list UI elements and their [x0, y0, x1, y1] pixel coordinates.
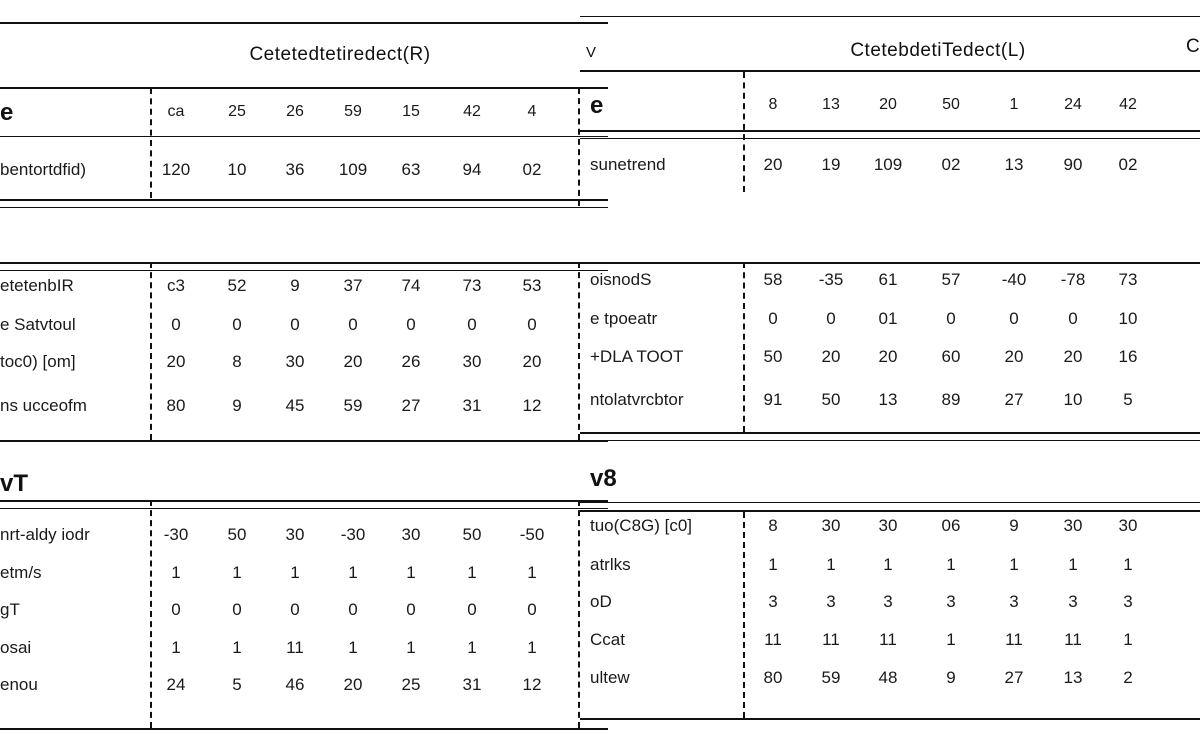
left_table-group3-cell: -30: [340, 525, 366, 544]
right_table-group3-cell: 30: [1118, 516, 1138, 535]
left_table-group3-cell: 1: [348, 638, 358, 657]
right_table-group3-cell: 30: [821, 516, 841, 535]
right_table-group3-label: ultew: [590, 668, 630, 687]
right_table-divider-1: [743, 262, 745, 432]
right_table-group2-cell: 16: [1118, 347, 1138, 366]
left_table-group3-cell: 1: [232, 563, 242, 582]
edge-mark-top-right: C: [1186, 36, 1200, 57]
left_table-group3-label: gT: [0, 600, 20, 619]
right_table-group3-cell: 30: [878, 516, 898, 535]
right_table-group2-cell: 57: [941, 270, 961, 289]
right_table-group3-cell: 3: [1068, 592, 1078, 611]
left_table-group2-cell: 30: [285, 352, 305, 371]
right_table-header-cell: 50: [942, 96, 960, 113]
right_table-rule-2: [580, 130, 1200, 132]
right_table-title: CtetebdetiTedect(L): [850, 40, 1026, 61]
left_table-group2-cell: 26: [401, 352, 421, 371]
left_table-header-cell: 4: [527, 103, 537, 120]
left_table-group3-cell: 11: [286, 638, 304, 657]
right_table-group2-cell: 58: [763, 270, 783, 289]
right_table-group3-cell: 2: [1123, 668, 1133, 687]
right_table-group3-cell: 3: [946, 592, 956, 611]
left_table-rule-2: [0, 136, 608, 137]
left_table-rule-10: [0, 728, 608, 730]
left_table-row1-cell: 120: [161, 160, 191, 179]
left_table-header-cell: ca: [167, 103, 185, 120]
right_table-header-label: e: [590, 92, 604, 119]
right_table-group3-cell: 1: [826, 555, 836, 574]
left_table-group3-cell: 1: [171, 638, 181, 657]
right_table-group3-cell: 27: [1004, 668, 1024, 687]
left_table-group3-cell: 0: [171, 600, 181, 619]
left_table-group3-label: etm/s: [0, 563, 42, 582]
right_table-group2-cell: 0: [768, 309, 778, 328]
left_table-group3-label: osai: [0, 638, 32, 657]
left_table-divider-1: [578, 88, 580, 206]
left_table-group3-cell: 31: [462, 675, 482, 694]
right_table-group3-label: tuo(C8G) [c0]: [590, 516, 693, 535]
left_table-row1-cell: 63: [401, 160, 421, 179]
left_table-group3-cell: 0: [290, 600, 300, 619]
left_table-group2-cell: 20: [522, 352, 542, 371]
right_table-group3-cell: 1: [1123, 555, 1133, 574]
left_table-group2-cell: 0: [290, 315, 300, 334]
right_table-header-cell: 8: [768, 96, 778, 113]
right_table-row1-cell: 19: [821, 155, 841, 174]
right_table-group3-cell: 11: [764, 630, 782, 649]
left_table-header-cell: 59: [344, 103, 362, 120]
right_table-group3-cell: 1: [946, 555, 956, 574]
right_table-rule-6: [580, 440, 1200, 441]
left_table-rule-6: [0, 270, 608, 271]
left_table-header-cell: 26: [286, 103, 304, 120]
right_table-rule-3: [580, 138, 1200, 139]
right_table-group2-cell: 0: [826, 309, 836, 328]
left_table-row1-cell: 109: [338, 160, 368, 179]
left_table-group3-cell: 25: [401, 675, 421, 694]
left_table-rule-8: [0, 500, 608, 502]
right_table-group2-cell: 50: [763, 347, 783, 366]
right_table-row1-cell: 02: [941, 155, 961, 174]
left_table-section-label: vT: [0, 470, 29, 497]
right_table-group3-cell: 06: [941, 516, 961, 535]
left_table-rule-5: [0, 262, 608, 264]
left_table-group2-cell: 59: [343, 396, 363, 415]
right_table-group2-cell: 0: [946, 309, 956, 328]
right_table-rule-8: [580, 510, 1200, 512]
right_table-group2-cell: -35: [818, 270, 844, 289]
left_table-rule-1: [0, 87, 608, 89]
right_table-group3-cell: 80: [763, 668, 783, 687]
right_table-group2-cell: 89: [941, 390, 961, 409]
left_table-group2-label: toc0) [om]: [0, 352, 76, 371]
right_table-header-cell: 13: [822, 96, 840, 113]
left_table-group2-cell: 0: [232, 315, 242, 334]
right_table-group2-cell: 5: [1123, 390, 1133, 409]
right_table-group2-cell: 0: [1009, 309, 1019, 328]
right_table-rule-1: [580, 70, 1200, 72]
left_table-group3-cell: 1: [232, 638, 242, 657]
right_table-group3-cell: 30: [1063, 516, 1083, 535]
right_table-rule-0: [580, 16, 1200, 17]
left_table-group2-cell: 52: [227, 276, 247, 295]
right_table-group2-cell: 20: [821, 347, 841, 366]
left_table-row1-cell: 10: [227, 160, 247, 179]
right_table-group3-cell: 11: [822, 630, 840, 649]
left_table-row1-cell: 36: [285, 160, 305, 179]
right_table-group3-cell: 13: [1063, 668, 1083, 687]
right_table-rule-9: [580, 718, 1200, 720]
left_table-row1-label: bentortdfid): [0, 160, 86, 179]
right_table-divider-0: [743, 72, 745, 192]
left_table-title: Cetetedtetiredect(R): [249, 44, 431, 65]
right_table-group3-cell: 3: [883, 592, 893, 611]
right_table-section-label: v8: [590, 465, 617, 492]
left_table-group2-cell: 0: [527, 315, 537, 334]
right_table-row1-cell: 20: [763, 155, 783, 174]
right_table-group2-cell: -40: [1001, 270, 1027, 289]
left_table-divider-5: [578, 500, 580, 728]
left_table-group3-label: enou: [0, 675, 38, 694]
left_table-group2-cell: 45: [285, 396, 305, 415]
left_table-group3-cell: 1: [406, 563, 416, 582]
right_table-rule-7: [580, 502, 1200, 503]
right_table-group3-cell: 3: [768, 592, 778, 611]
right_table-group2-cell: 10: [1118, 309, 1138, 328]
right_table-group3-cell: 1: [1068, 555, 1078, 574]
edge-mark-mid-gap: V: [586, 44, 597, 61]
right_table-group3-label: oD: [590, 592, 612, 611]
left_table-group3-cell: 0: [467, 600, 477, 619]
right_table-group3-cell: 9: [1009, 516, 1019, 535]
right_table-row1-cell: 109: [873, 155, 903, 174]
left_table-group3-cell: 0: [232, 600, 242, 619]
left_table-group2-cell: 0: [171, 315, 181, 334]
left_table-group3-cell: 5: [232, 675, 242, 694]
left_table-group3-cell: 1: [171, 563, 181, 582]
left_table-group3-cell: 0: [406, 600, 416, 619]
left_table-row1-cell: 02: [522, 160, 542, 179]
right_table-header-cell: 20: [879, 96, 897, 113]
right_table-group3-cell: 1: [1123, 630, 1133, 649]
left_table-header-cell: 25: [228, 103, 246, 120]
left_table-group3-cell: 50: [227, 525, 247, 544]
right_table-row1-cell: 90: [1063, 155, 1083, 174]
right_table-group3-cell: 11: [879, 630, 897, 649]
right_table-group2-cell: 20: [1063, 347, 1083, 366]
left_table-group2-label: ns ucceofm: [0, 396, 87, 415]
left_table-group3-cell: 30: [285, 525, 305, 544]
left_table-group2-cell: 0: [348, 315, 358, 334]
left_table-group2-label: e Satvtoul: [0, 315, 76, 334]
right_table-group2-label: +DLA TOOT: [590, 347, 684, 366]
left_table-row1-cell: 94: [462, 160, 482, 179]
left_table-group2-cell: 30: [462, 352, 482, 371]
left_table-group3-cell: 46: [285, 675, 305, 694]
right_table-group3-cell: 3: [1123, 592, 1133, 611]
left_table-divider-2: [150, 262, 152, 440]
right_table-group2-cell: 50: [821, 390, 841, 409]
left_table-divider-4: [150, 500, 152, 728]
left_table-group3-cell: 0: [348, 600, 358, 619]
right_table-group2-cell: 61: [878, 270, 898, 289]
right_table-group2-cell: -78: [1060, 270, 1086, 289]
left_table-rule-4: [0, 207, 608, 208]
right_table-group3-cell: 9: [946, 668, 956, 687]
right_table-group3-cell: 1: [883, 555, 893, 574]
right_table-group3-cell: 48: [878, 668, 898, 687]
right_table-row1-cell: 13: [1004, 155, 1024, 174]
left_table-group2-cell: 9: [232, 396, 242, 415]
right_table-group3-cell: 8: [768, 516, 778, 535]
right_table-group3-cell: 1: [946, 630, 956, 649]
left_table-group2-label: etetenbIR: [0, 276, 74, 295]
left_table-divider-0: [150, 88, 152, 198]
left_table-group2-cell: 0: [467, 315, 477, 334]
right_table-row1-cell: 02: [1118, 155, 1138, 174]
right_table-group3-label: Ccat: [590, 630, 625, 649]
right_table-group2-cell: 60: [941, 347, 961, 366]
left_table-group2-cell: 0: [406, 315, 416, 334]
left_table-group2-cell: 20: [166, 352, 186, 371]
right_table-header-cell: 1: [1009, 96, 1019, 113]
right_table-group2-cell: 27: [1004, 390, 1024, 409]
right_table-group3-cell: 3: [1009, 592, 1019, 611]
left_table-group3-cell: 1: [467, 563, 477, 582]
right_table-group3-cell: 1: [1009, 555, 1019, 574]
right_table-group3-cell: 59: [821, 668, 841, 687]
left_table-rule-9: [0, 508, 608, 509]
left_table-group3-cell: 12: [522, 675, 542, 694]
right_table-group2-label: oisnodS: [590, 270, 652, 289]
right_table-group3-cell: 3: [826, 592, 836, 611]
right_table-rule-4: [580, 262, 1200, 264]
left_table-rule-7: [0, 440, 608, 442]
left_table-divider-3: [578, 262, 580, 440]
left_table-group3-cell: 1: [406, 638, 416, 657]
right_table-header-cell: 24: [1064, 96, 1082, 113]
left_table-rule-3: [0, 199, 608, 201]
right_table-group2-cell: 01: [878, 309, 898, 328]
left_table-group3-cell: 1: [527, 563, 537, 582]
left_table-group3-cell: 1: [348, 563, 358, 582]
right_table-group2-cell: 20: [878, 347, 898, 366]
left_table-group3-cell: 50: [462, 525, 482, 544]
left_table-group3-cell: 1: [527, 638, 537, 657]
right_table-row1-label: sunetrend: [590, 155, 666, 174]
right_table-group2-cell: 0: [1068, 309, 1078, 328]
left_table-group2-cell: 20: [343, 352, 363, 371]
left_table-group2-cell: 74: [401, 276, 421, 295]
left_table-group3-cell: 0: [527, 600, 537, 619]
right_table-group2-cell: 73: [1118, 270, 1138, 289]
left_table-group2-cell: 80: [166, 396, 186, 415]
right_table-group2-label: e tpoeatr: [590, 309, 658, 328]
left_table-group2-cell: 27: [401, 396, 421, 415]
left_table-rule-0: [0, 22, 608, 24]
right_table-divider-2: [743, 512, 745, 718]
right_table-group3-label: atrlks: [590, 555, 631, 574]
right_table-group2-cell: 13: [878, 390, 898, 409]
left_table-group3-cell: 1: [467, 638, 477, 657]
left_table-group2-cell: c3: [167, 276, 185, 295]
right_table-group2-cell: 91: [763, 390, 783, 409]
left_table-header-cell: 42: [463, 103, 481, 120]
right_table-group2-cell: 10: [1063, 390, 1083, 409]
right_table-group2-cell: 20: [1004, 347, 1024, 366]
right_table-header-cell: 42: [1119, 96, 1137, 113]
left_table-group3-cell: 24: [166, 675, 186, 694]
right_table-group3-cell: 11: [1005, 630, 1023, 649]
left_table-group3-cell: -50: [519, 525, 545, 544]
left_table-header-label: e: [0, 99, 14, 126]
right_table-group3-cell: 1: [768, 555, 778, 574]
left_table-group2-cell: 8: [232, 352, 242, 371]
left_table-group3-cell: 20: [343, 675, 363, 694]
left_table-group2-cell: 31: [462, 396, 482, 415]
left_table-group3-cell: -30: [163, 525, 189, 544]
right_table-group2-label: ntolatvrcbtor: [590, 390, 684, 409]
left_table-group3-cell: 1: [290, 563, 300, 582]
left_table-group2-cell: 73: [462, 276, 482, 295]
left_table-group3-cell: 30: [401, 525, 421, 544]
left_table-group2-cell: 37: [343, 276, 363, 295]
left_table-header-cell: 15: [402, 103, 420, 120]
left_table-group2-cell: 53: [522, 276, 542, 295]
left_table-group2-cell: 9: [290, 276, 300, 295]
left_table-group3-label: nrt-aldy iodr: [0, 525, 90, 544]
right_table-group3-cell: 11: [1064, 630, 1082, 649]
right_table-rule-5: [580, 432, 1200, 434]
left_table-group2-cell: 12: [522, 396, 542, 415]
